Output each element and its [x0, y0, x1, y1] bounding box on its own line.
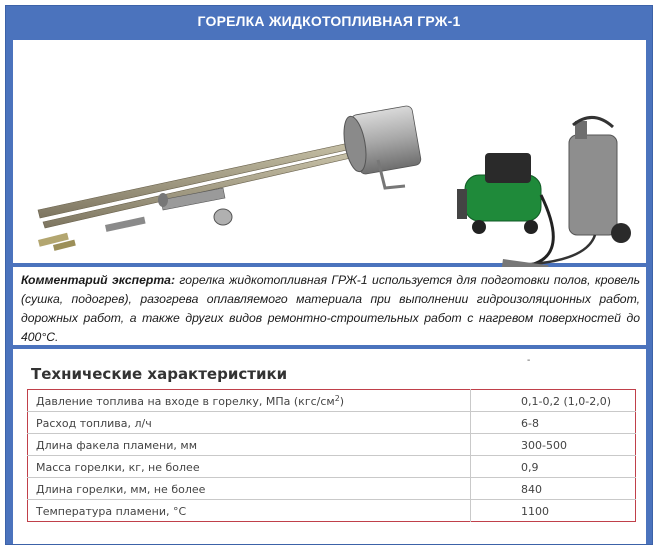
- param-sup: 2: [334, 393, 340, 403]
- photo-panel: [13, 40, 646, 263]
- value-cell: 0,1-0,2 (1,0-2,0): [471, 390, 636, 412]
- table-row: [28, 412, 636, 434]
- table-row: [28, 390, 636, 412]
- table-row: [28, 434, 636, 456]
- value-cell: 6-8: [471, 412, 636, 434]
- table-row: [28, 456, 636, 478]
- specs-table: [27, 389, 636, 522]
- expert-comment-label: Комментарий эксперта:: [21, 273, 176, 287]
- table-row: [28, 500, 636, 522]
- param-tail: ): [339, 394, 345, 408]
- expert-comment: [13, 267, 646, 345]
- param-cell: Длина факела пламени, мм: [28, 434, 471, 456]
- specs-heading: Технические характеристики: [31, 365, 288, 383]
- table-row: [28, 478, 636, 500]
- specs-marker: -: [527, 355, 531, 366]
- value-cell: 300-500: [471, 434, 636, 456]
- param-cell: Расход топлива, л/ч: [28, 412, 471, 434]
- page-frame: [5, 5, 653, 545]
- value-cell: 840: [471, 478, 636, 500]
- param-cell: Температура пламени, °С: [36, 504, 187, 518]
- param-text: Давление топлива на входе в горелку, МПа (кгс/см: [36, 394, 335, 408]
- param-cell: Масса горелки, кг, не более: [28, 456, 471, 478]
- value-cell: 1100: [471, 500, 636, 522]
- compressor-and-fuel-tank-photo: [445, 115, 645, 275]
- param-cell: Длина горелки, мм, не более: [28, 478, 471, 500]
- specs-panel: [13, 349, 646, 544]
- page-title: ГОРЕЛКА ЖИДКОТОПЛИВНАЯ ГРЖ-1: [197, 13, 461, 29]
- burner-torch-photo: [13, 40, 433, 263]
- param-cell: [28, 390, 471, 412]
- expert-comment-text: горелка жидкотопливная ГРЖ-1 используется для подготовки полов, кровель (сушка, подогрев), разогрева оплавляемого материала при выполнении гидроизоляционных работ, дорожных работ, а также других видов ремонтно-строительных работ с нагревом поверхностей до 400°С.: [21, 273, 640, 344]
- value-cell: 0,9: [471, 456, 636, 478]
